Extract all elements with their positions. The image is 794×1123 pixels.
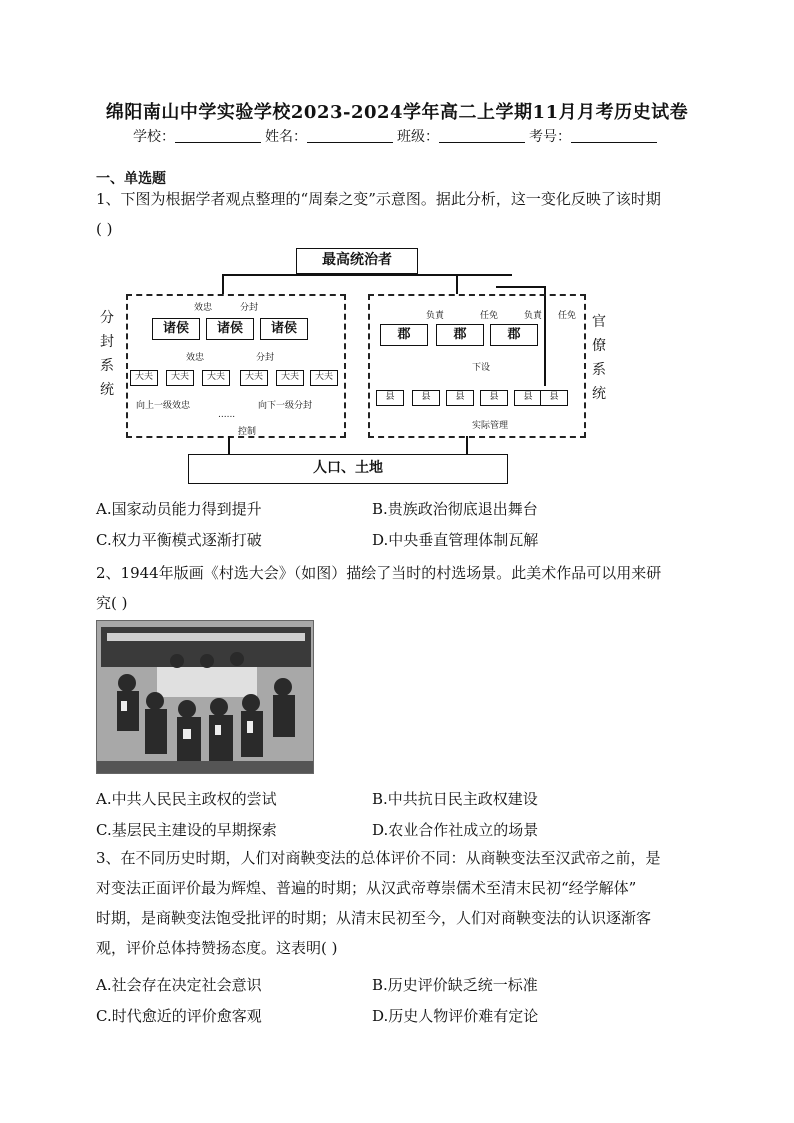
enfeoff-system-frame — [126, 294, 346, 438]
school-label: 学校： — [133, 129, 175, 145]
jun-box: 郡 — [436, 324, 484, 346]
xian-box: 县 — [412, 390, 440, 406]
class-blank[interactable] — [439, 129, 525, 143]
noble-box: 大夫 — [202, 370, 230, 386]
q2-stem — [96, 558, 700, 618]
lord-box: 诸侯 — [260, 318, 308, 340]
duty-label: 效忠 — [194, 303, 213, 313]
noble-box: 大夫 — [240, 370, 268, 386]
q2-stem-line: 2、1944年版画《村选大会》（如图）描绘了当时的村选场景。此美术作品可以用来研 — [96, 564, 662, 582]
noble-box: 大夫 — [276, 370, 304, 386]
noble-box: 大夫 — [130, 370, 158, 386]
class-label: 班级： — [397, 129, 439, 145]
xian-box: 县 — [446, 390, 474, 406]
q2-options-row — [96, 788, 700, 812]
duty-up-level-label: 向上一级效忠 — [136, 401, 191, 411]
q1-diagram — [96, 240, 616, 490]
jun-box: 郡 — [380, 324, 428, 346]
xian-box: 县 — [514, 390, 542, 406]
q1-option-a[interactable]: A.国家动员能力得到提升 — [96, 500, 262, 518]
appoint-label: 任免 — [558, 311, 577, 321]
dots: ...... — [218, 410, 236, 420]
q3-stem-line: 观，评价总体持赞扬态度。这表明( ) — [96, 939, 338, 957]
actual-manage-label: 实际管理 — [472, 421, 509, 431]
noble-box: 大夫 — [310, 370, 338, 386]
lord-box: 诸侯 — [206, 318, 254, 340]
q3-options-row — [96, 1005, 700, 1029]
enfeoff-label: 分封 — [256, 353, 275, 363]
q2-option-b[interactable]: B.中共抗日民主政权建设 — [372, 790, 538, 808]
lord-box: 诸侯 — [152, 318, 200, 340]
section-heading: 一、单选题 — [96, 171, 166, 187]
id-label: 考号： — [529, 129, 571, 145]
q1-option-b[interactable]: B.贵族政治彻底退出舞台 — [372, 500, 538, 518]
enfeoff-label: 分封 — [240, 303, 259, 313]
noble-box: 大夫 — [166, 370, 194, 386]
q3-stem-line: 对变法正面评价最为辉煌、普遍的时期；从汉武帝尊崇儒术至清末民初“经学解体” — [96, 879, 637, 897]
enfeoff-system-label: 分 封 系 统 — [100, 310, 114, 398]
xian-box: 县 — [376, 390, 404, 406]
q3-stem — [96, 843, 700, 963]
id-blank[interactable] — [571, 129, 657, 143]
q1-stem-line: 1、下图为根据学者观点整理的“周秦之变”示意图。据此分析，这一变化反映了该时期 — [96, 190, 661, 208]
student-info — [0, 126, 794, 146]
school-blank[interactable] — [175, 129, 261, 143]
name-label: 姓名： — [265, 129, 307, 145]
q2-option-c[interactable]: C.基层民主建设的早期探索 — [96, 821, 277, 839]
set-up-label: 下设 — [472, 363, 491, 373]
q3-option-d[interactable]: D.历史人物评价难有定论 — [372, 1007, 539, 1025]
responsible-label: 负責 — [524, 311, 543, 321]
q2-options-row — [96, 819, 700, 843]
q1-option-c[interactable]: C.权力平衡模式逐渐打破 — [96, 531, 262, 549]
q1-options-row — [96, 529, 700, 553]
q3-option-c[interactable]: C.时代愈近的评价愈客观 — [96, 1007, 262, 1025]
diagram-bottom-box: 人口、土地 — [188, 454, 508, 484]
exam-title: 绵阳南山中学实验学校2023-2024学年高二上学期11月月考历史试卷 — [105, 102, 689, 123]
control-label: 控制 — [238, 427, 257, 437]
q3-option-a[interactable]: A.社会存在决定社会意识 — [96, 976, 262, 994]
responsible-label: 负責 — [426, 311, 445, 321]
q3-stem-line: 3、在不同历史时期，人们对商鞅变法的总体评价不同：从商鞅变法至汉武帝之前，是 — [96, 849, 661, 867]
duty-label: 效忠 — [186, 353, 205, 363]
name-blank[interactable] — [307, 129, 393, 143]
q3-options-row — [96, 974, 700, 998]
q2-option-d[interactable]: D.农业合作社成立的场景 — [372, 821, 539, 839]
q1-options-row — [96, 498, 700, 522]
jun-box: 郡 — [490, 324, 538, 346]
q3-option-b[interactable]: B.历史评价缺乏统一标准 — [372, 976, 538, 994]
appoint-label: 任免 — [480, 311, 499, 321]
woodcut-print-image — [96, 620, 314, 774]
xian-box: 县 — [540, 390, 568, 406]
xian-box: 县 — [480, 390, 508, 406]
q3-stem-line: 时期，是商鞅变法饱受批评的时期；从清末民初至今，人们对商鞅变法的认识逐渐客 — [96, 909, 652, 927]
q2-option-a[interactable]: A.中共人民民主政权的尝试 — [96, 790, 277, 808]
q1-option-d[interactable]: D.中央垂直管理体制瓦解 — [372, 531, 539, 549]
q2-stem-line: 究( ) — [96, 594, 128, 612]
bureaucracy-system-label: 官 僚 系 统 — [592, 314, 606, 402]
q1-stem — [96, 184, 700, 244]
diagram-top-box: 最高统治者 — [296, 248, 418, 274]
q1-stem-line: ( ) — [96, 220, 113, 238]
enfeoff-down-level-label: 向下一级分封 — [258, 401, 313, 411]
